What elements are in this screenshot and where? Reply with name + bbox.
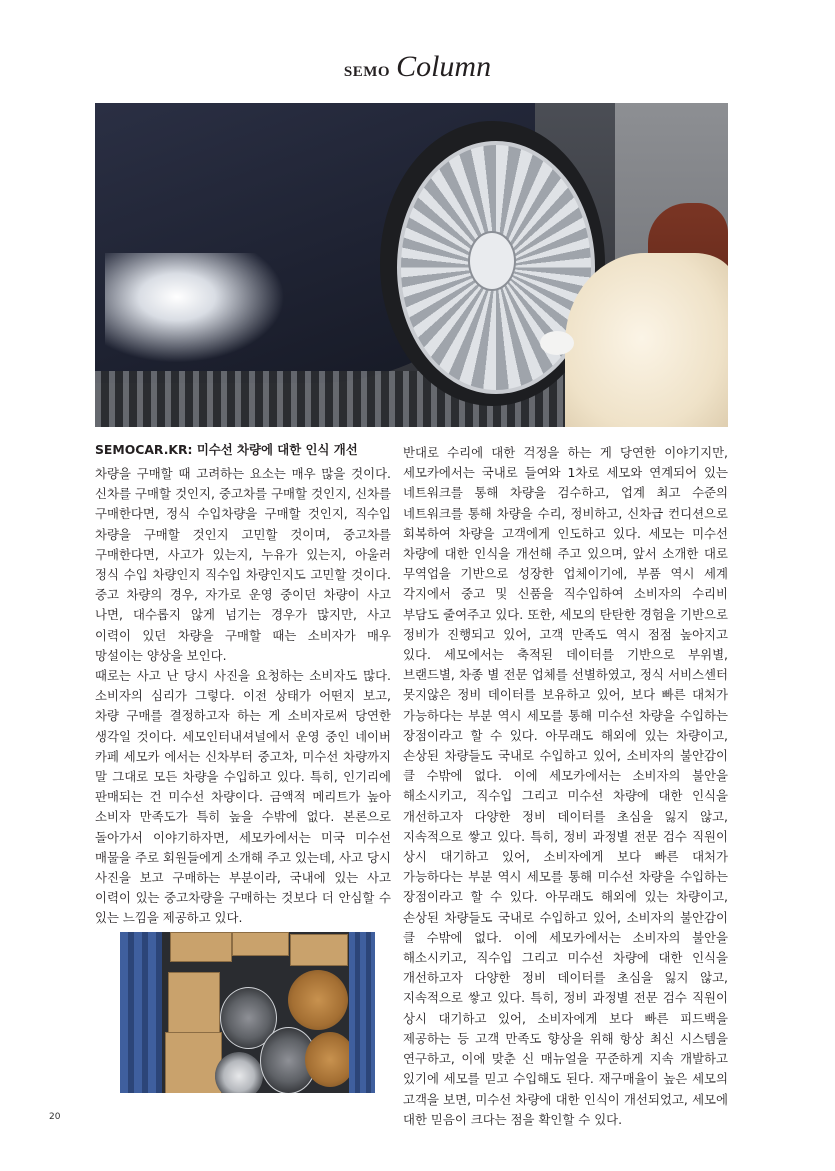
cardboard-box <box>170 932 232 962</box>
paragraph: 차량을 구매할 때 고려하는 요소는 매우 많을 것이다. 신차를 구매할 것인지, 중고차를 구매할 것인지, 신차를 구매한다면, 정식 수입차량을 구매할 것인지, 직수입 차량을 구매할 것인지 고민할 것이며, 중고차를 구매한다면, 사고가 있는지, 누유가 있는지, 아울러 정식 수입 차량인지 직수입 차량인지도 고민할 것이다. 중고 차량의 경우, 자가로 운영 중이던 차량이 사고 나면, 대수롭지 않게 넘기는 경우가 많지만, 사고 이력이 있던 차량을 구매할 때는 소비자가 매우 망설이는 양상을 보인다. <box>95 466 391 663</box>
cardboard-box <box>232 932 289 956</box>
cardboard-box <box>290 934 348 966</box>
section-title: Column <box>396 50 492 83</box>
wheel <box>215 1052 263 1093</box>
left-column <box>95 464 391 929</box>
inspector-coat <box>565 253 728 427</box>
container-door <box>120 932 162 1093</box>
container-cargo-photo <box>120 932 375 1093</box>
cardboard-box <box>165 1032 222 1093</box>
wrapped-wheel <box>305 1032 355 1087</box>
paragraph: 때로는 사고 난 당시 사진을 요청하는 소비자도 많다. 소비자의 심리가 그렇다. 이전 상태가 어떤지 보고, 차량 구매를 결정하고자 하는 게 소비자로써 당연한 생각일 것이다. 세모인터내셔널에서 운영 중인 네이버 카페 세모카 에서는 신차부터 중고차, 미수선 차량까지 말 그대로 모든 차량을 수입하고 있다. 특히, 인기리에 판매되는 건 미수선 차량이다. 금액적 메리트가 높아 소비자 만족도가 특히 높을 수밖에 없다. 본론으로 돌아가서 이야기하자면, 세모카에서는 미국 미수선 매물을 주로 회원들에게 소개해 주고 있는데, 사고 당시 사진을 보고 구매하는 부분이라, 국내에 있는 사고 이력이 있는 중고차량을 구매하는 것보다 더 안심할 수 있는 느낌을 제공하고 있다. <box>95 668 391 926</box>
wrapped-wheel <box>288 970 348 1030</box>
column-header <box>0 50 835 84</box>
right-column <box>403 443 728 1130</box>
light-reflection <box>105 253 285 363</box>
page-number: 20 <box>49 1112 61 1122</box>
cardboard-box <box>168 972 220 1034</box>
gloved-hand <box>540 331 574 355</box>
magazine-brand: SEMO <box>343 64 391 80</box>
paragraph: 반대로 수리에 대한 걱정을 하는 게 당연한 이야기지만, 세모카에서는 국내로 들여와 1차로 세모와 연계되어 있는 네트워크를 통해 차량을 검수하고, 업계 최고 수준의 네트워크를 통해 차량을 수리, 정비하고, 신차급 컨디션으로 회복하여 차량을 고객에게 인도하고 있다. 세모는 미수선 차량에 대한 인식을 개선해 주고 있으며, 앞서 소개한 대로 무역업을 기반으로 성장한 업체이기에, 부품 역시 세계 각지에서 중고 및 신품을 직수입하여 소비자의 수리비 부담도 줄여주고 있다. 또한, 세모의 탄탄한 경험을 기반으로 정비가 진행되고 있어, 고객 만족도 역시 점점 높아지고 있다. 세모에서는 축적된 데이터를 기반으로 부위별, 브랜드별, 차종 별 전문 업체를 선별하였고, 정식 서비스센터 못지않은 정비 데이터를 보유하고 있어, 보다 빠른 대처가 가능하다는 부분 역시 세모를 통해 미수선 차량을 수입하는 장점이라고 할 수 있다. 아무래도 해외에 있는 차량이고, 손상된 차량들도 국내로 수입하고 있어, 소비자의 불안감이 클 수밖에 없다. 이에 세모카에서는 소비자의 불안을 해소시키고, 직수입 그리고 미수선 차량에 대한 인식을 개선하고자 다양한 정비 데이터를 초심을 잃지 않고, 지속적으로 쌓고 있다. 특히, 정비 과정별 전문 검수 직원이 상시 대기하고 있어, 소비자에게 보다 빠른 대처가 가능하다는 부분 역시 세모를 통해 미수선 차량을 수입하는 장점이라고 할 수 있다. 아무래도 해외에 있는 차량이고, 손상된 차량들도 국내로 수입하고 있어, 소비자의 불안감이 클 수밖에 없다. 이에 세모카에서는 소비자의 불안을 해소시키고, 직수입 그리고 미수선 차량에 대한 인식을 개선하고자 다양한 정비 데이터를 초심을 잃지 않고, 지속적으로 쌓고 있다. 특히, 정비 과정별 전문 검수 직원이 상시 대기하고 있어, 소비자에게 보다 빠른 피드백을 제공하는 등 고객 만족도 향상을 위해 항상 최신 시스템을 연구하고, 이에 맞춘 신 매뉴얼을 꾸준하게 지속 개발하고 있기에 세모를 믿고 수입해도 된다. 재구매율이 높은 세모의 고객을 보면, 미수선 차량에 대한 인식이 개선되었고, 세모에 대한 믿음이 크다는 점을 확인할 수 있다. <box>403 445 728 1127</box>
article-subtitle: SEMOCAR.KR: 미수선 차량에 대한 인식 개선 <box>95 442 358 457</box>
wheel-hub <box>468 231 516 291</box>
tire-inspection-photo <box>95 103 728 427</box>
container-frame <box>349 932 375 1093</box>
